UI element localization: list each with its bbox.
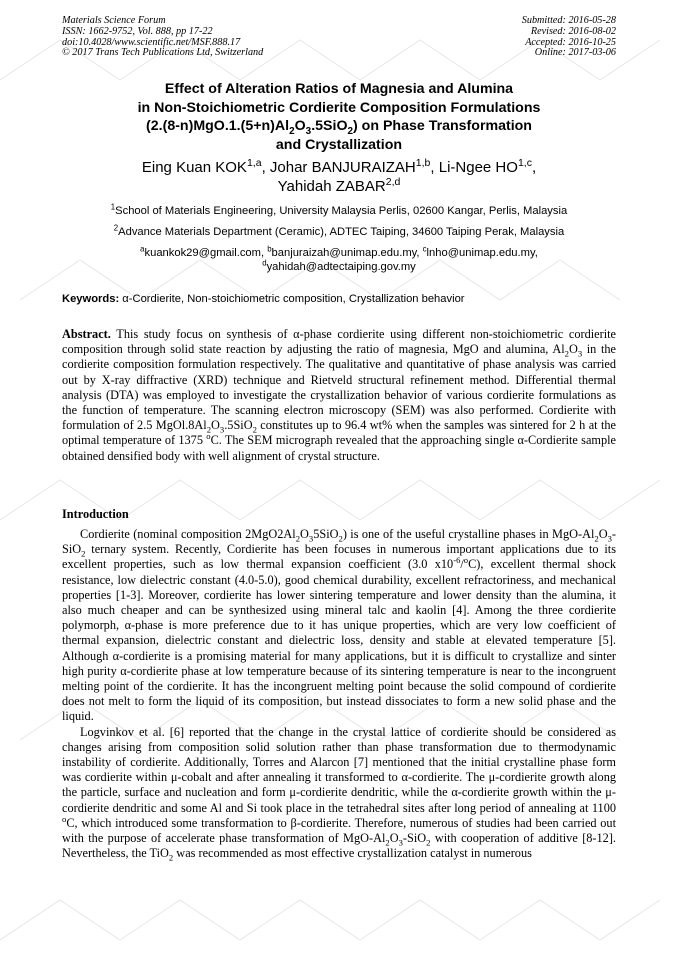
author-emails: $^a$kuankok29@gmail.com, $^b$banjuraizah@unimap.edu.my, $^c$lnho@unimap.edu.my, $^d$yahidah@adtectaiping.gov.my (140, 244, 538, 273)
affiliation-2: $^2$Advance Materials Department (Ceramic), ADTEC Taiping, 34600 Taiping Perak, Malaysia (113, 223, 565, 238)
paper-title (62, 80, 616, 154)
online-date: Online: 2017-03-06 (534, 47, 616, 59)
publication-info (62, 16, 263, 59)
keywords-text: α-Cordierite, Non-stoichiometric composition, Crystallization behavior (119, 293, 465, 305)
author-name: , Li-Ngee HO (430, 159, 518, 176)
title-line: in Non-Stoichiometric Cordierite Composition Formulations (137, 99, 541, 116)
abstract: Abstract. This study focus on synthesis of α-phase cordierite using different non-stoichiometric cordierite composition through solid state reaction by adjusting the ratio of magnesia, MgO and alumina, $Al_2O_3$ in the cordierite composition formulation respectively. The qualitative and quantitative of phase analysis was carried out by X-ray diffractive (XRD) technique and Rietveld structural refinement method. Differential thermal analysis (DTA) was employed to investigate the crystallization behavior of various cordierite formulations as the function of temperature. The scanning electron microscopy (SEM) was also performed. Cordierite with formulation of 2.5 $MgOl.8Al_2O_3.5SiO_2$ constitutes up to 96.4 wt% when the samples was sintered for 2 h at the optimal temperature of 1375 $^o$C. The SEM micrograph revealed that the approaching single α-Cordierite sample obtained densified body with well alignment of crystal structure. (62, 327, 616, 463)
doi-line[interactable]: doi:10.4028/www.scientific.net/MSF.888.17 (62, 36, 241, 48)
author-name: Yahidah ZABAR (277, 178, 386, 195)
abstract-label: Abstract. (62, 327, 111, 341)
keywords (62, 292, 616, 306)
title-line: Effect of Alteration Ratios of Magnesia and Alumina (164, 81, 514, 97)
journal-name: Materials Science Forum (62, 15, 166, 26)
copyright-line: © 2017 Trans Tech Publications Ltd, Switzerland (62, 47, 264, 59)
author-list: Eing Kuan KOK$^{1,a}$, Johar BANJURAIZAH$^{1,b}$, Li-Ngee HO$^{1,c}$, Yahidah ZABAR$^{2,d}$ (141, 157, 537, 195)
email-link[interactable]: banjuraizah@unimap.edu.my, (271, 247, 423, 259)
revised-date: Revised: 2016-08-02 (530, 25, 616, 37)
accepted-date: Accepted: 2016-10-25 (525, 36, 616, 48)
title-line: $(2.(8-n)MgO.1.(5+n)Al_2O_3.5SiO_2)$ on Phase Transformation (146, 118, 532, 138)
issn-line: ISSN: 1662-9752, Vol. 888, pp 17-22 (62, 25, 213, 37)
email-link[interactable]: yahidah@adtectaiping.gov.my (266, 261, 416, 273)
author-name: , Johar BANJURAIZAH (261, 159, 416, 176)
paragraph: Logvinkov et al. [6] reported that the change in the crystal lattice of cordierite should be considered as changes arising from composition solid solution rather than phase transformation due to thermodynamic instability of cordierite. Additionally, Torres and Alarcon [7] mentioned that the initial crystalline phase form was cordierite within μ-cobalt and after annealing it transformed to α-cordierite. The μ-cordierite growth along the particle, surface and nucleation and form μ-cordierite dendritic, while the α-cordierite growth within the μ-cordierite dendritic and some Al and Si took place in the tetrahedral sites after long period of annealing at 1100 $^o$C, which introduced some transformation to β-cordierite. Therefore, numerous of studies had been carried out with the purpose of accelerate phase transformation of MgO-$Al_2O_3-SiO_2$ with cooperation of additive [8-12]. Nevertheless, the TiO$_2$ was recommended as most effective crystallization catalyst in numerous (62, 724, 616, 863)
email-link[interactable]: lnho@unimap.edu.my, (426, 247, 538, 259)
submitted-date: Submitted: 2016-05-28 (521, 15, 616, 26)
affiliation-1: $^1$School of Materials Engineering, University Malaysia Perlis, 02600 Kangar, Perlis, Malaysia (110, 202, 568, 217)
email-link[interactable]: kuankok29@gmail.com, (144, 247, 268, 259)
introduction-body (62, 527, 616, 861)
publication-dates (522, 16, 616, 59)
author-name: Eing Kuan KOK (141, 159, 247, 176)
keywords-label: Keywords: (62, 293, 120, 305)
title-line: and Crystallization (275, 136, 403, 153)
section-heading: Introduction (62, 507, 129, 521)
paragraph: Cordierite (nominal composition $2MgO2Al_2O_35SiO_2$) is one of the useful crystalline phases in MgO-$Al_2O_3-SiO_2$ ternary system. Recently, Cordierite has been focuses in numerous important applications due to its excellent properties, such as low thermal expansion coefficient (3.0 $x10^{-6}/^oC$), excellent thermal shock resistance, low dielectric constant (4.0-5.0), good chemical durability, excellent refractoriness, and mechanical properties [1-3]. Moreover, cordierite has lower sintering temperature and lower density than the alumina, it also much cheaper and can be synthesized using mineral talc and kaolin [4]. Among the three cordierite polymorph, α-phase is more preference due to it has unique properties, which are very low coefficient of thermal expansion, dielectric constant and dielectric loss, density and stable at elevated temperature [5]. Although α-cordierite is a promising material for many applications, but it is difficult to crystallize and sinter high purity α-cordierite phase at low temperature because of its sintering temperature is near to the incongruent melting point of the cordierite. It has the incongruent melting point because the solid compound of cordierite does not melt to form the liquid of its composition, but instead dissociates to form a new solid phase and the liquid. (62, 527, 616, 724)
